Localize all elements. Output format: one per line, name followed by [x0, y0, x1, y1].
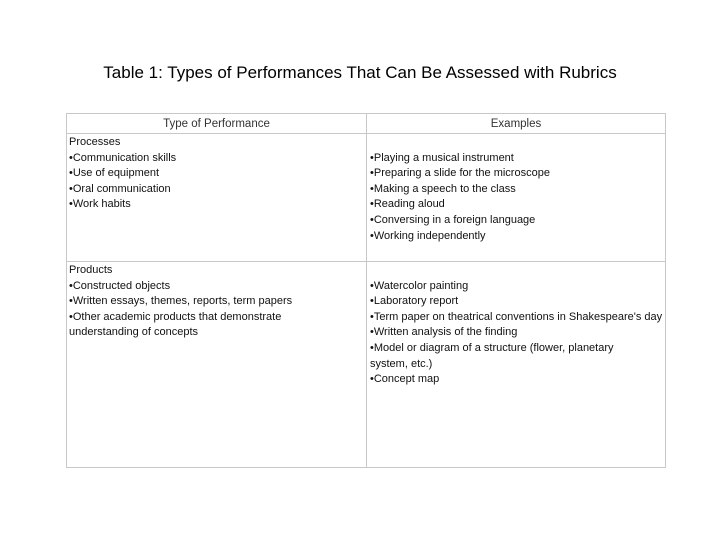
products-type-cell	[69, 263, 359, 341]
list-item: •Reading aloud	[370, 198, 445, 211]
processes-type-cell	[69, 135, 359, 213]
category-label: Products	[69, 264, 113, 276]
products-examples-cell	[370, 279, 666, 388]
list-item: •Concept map	[370, 373, 440, 386]
header-examples: Examples	[490, 118, 542, 130]
category-label: Processes	[69, 136, 121, 148]
list-item: •Written analysis of the finding	[370, 326, 518, 339]
list-item: •Oral communication	[69, 182, 171, 195]
table-title: Table 1: Types of Performances That Can Be Assessed with Rubrics	[103, 63, 617, 82]
list-item: •Term paper on theatrical conventions in Shakespeare's day	[370, 310, 663, 323]
list-item: •Other academic products that demonstrate understanding of concepts	[69, 310, 282, 339]
list-item: •Work habits	[69, 198, 131, 211]
header-row-divider	[67, 133, 665, 134]
list-item: •Laboratory report	[370, 295, 459, 308]
list-item: •Written essays, themes, reports, term papers	[69, 295, 293, 308]
list-item: •Constructed objects	[69, 279, 171, 292]
processes-examples-cell	[370, 151, 662, 245]
list-item: •Working independently	[370, 229, 486, 242]
list-item: •Making a speech to the class	[370, 182, 516, 195]
list-item: •Watercolor painting	[370, 279, 469, 292]
list-item: •Communication skills	[69, 151, 177, 164]
list-item: •Conversing in a foreign language	[370, 213, 536, 226]
list-item: •Playing a musical instrument	[370, 151, 514, 164]
column-divider	[366, 114, 367, 467]
list-item: •Preparing a slide for the microscope	[370, 167, 550, 180]
list-item: •Use of equipment	[69, 167, 160, 180]
header-type-of-performance: Type of Performance	[163, 118, 270, 130]
list-item: •Model or diagram of a structure (flower, planetary system, etc.)	[370, 341, 614, 370]
performance-table	[66, 113, 666, 468]
row-divider	[67, 261, 665, 262]
